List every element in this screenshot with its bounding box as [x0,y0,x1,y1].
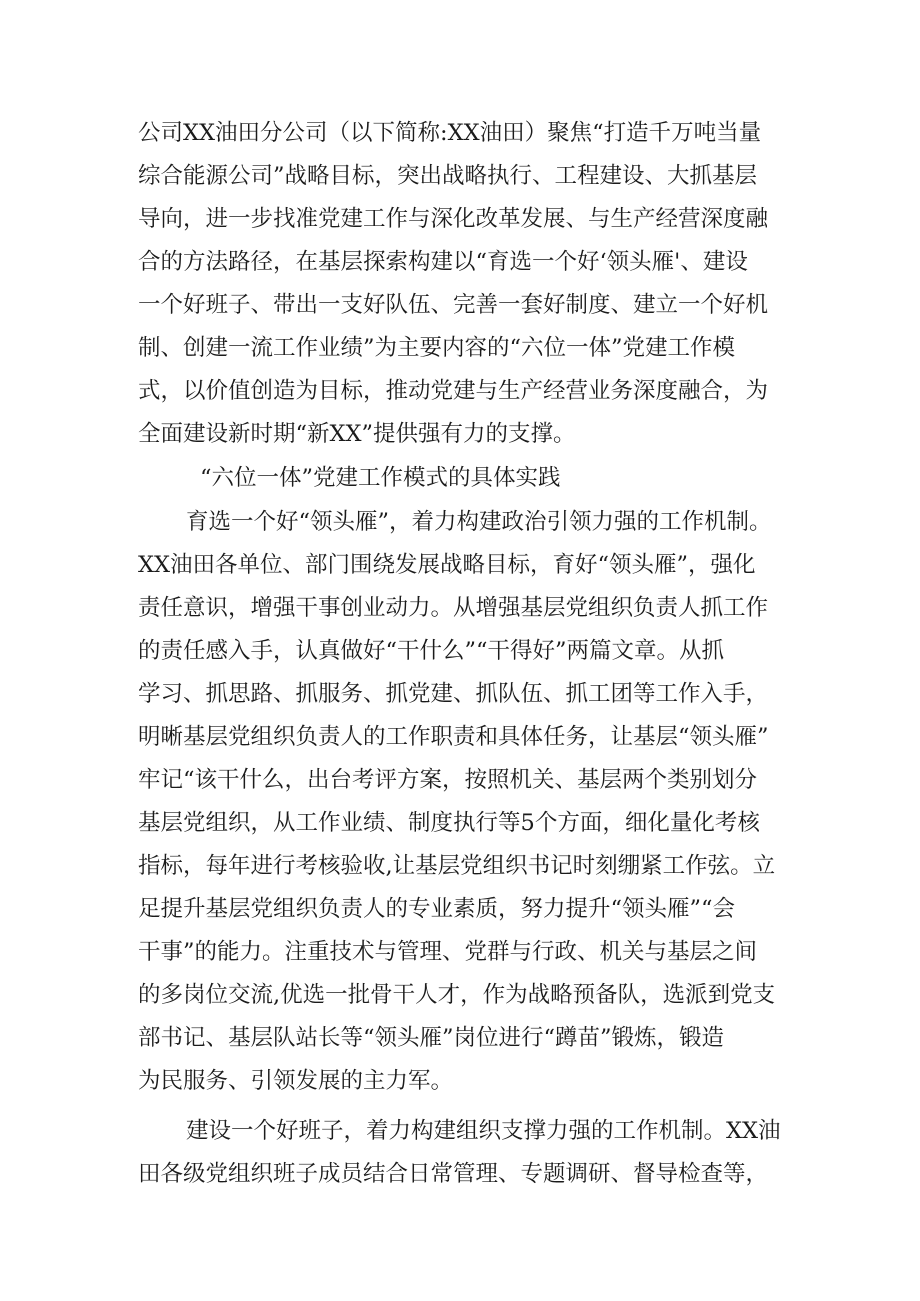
paragraph-line: 一个好班子、带出一支好队伍、完善一套好制度、建立一个好机 [138,292,769,318]
paragraph-line: 的责任感入手，认真做好“干什么”“干得好”两篇文章。从抓 [138,638,725,664]
paragraph-line: 牢记“该干什么，出台考评方案，按照机关、基层两个类别划分 [138,767,758,793]
paragraph-line: 田各级党组织班子成员结合日常管理、专题调研、督导检查等， [138,1161,769,1187]
paragraph-line: 合的方法路径，在基层探索构建以“育选一个好‘领头雁'、建设 [138,249,748,275]
paragraph-line: 部书记、基层队站长等“领头雁”岗位进行“蹲苗”锻炼，锻造 [138,1025,725,1051]
paragraph-line: 为民服务、引领发展的主力军。 [138,1068,454,1094]
paragraph-line: 导向，进一步找准党建工作与深化改革发展、与生产经营深度融 [138,206,769,232]
paragraph-line: 干事”的能力。注重技术与管理、党群与行政、机关与基层之间 [138,939,758,965]
paragraph-line: 综合能源公司”战略目标，突出战略执行、工程建设、大抓基层 [138,163,758,189]
paragraph-line: 足提升基层党组织负责人的专业素质，努力提升“领头雁”“会 [138,896,736,922]
section-heading: “六位一体”党建工作模式的具体实践 [200,465,561,491]
paragraph-line: 学习、抓思路、抓服务、抓党建、抓队伍、抓工团等工作入手， [138,681,769,707]
paragraph-line: XX油田各单位、部门围绕发展战略目标，育好“领头雁”，强化 [138,552,756,578]
paragraph-line: 指标，每年进行考核验收,让基层党组织书记时刻绷紧工作弦。立 [138,853,776,879]
paragraph-line: 基层党组织，从工作业绩、制度执行等5个方面，细化量化考核 [138,810,760,836]
paragraph-line: 式，以价值创造为目标，推动党建与生产经营业务深度融合，为 [138,378,769,404]
paragraph-line: 建设一个好班子，着力构建组织支撑力强的工作机制。XX油 [186,1118,781,1144]
paragraph-line: 责任意识，增强干事创业动力。从增强基层党组织负责人抓工作 [138,595,769,621]
paragraph-line: 全面建设新时期“新XX”提供强有力的支撑。 [138,421,576,447]
paragraph-line: 的多岗位交流,优选一批骨干人才，作为战略预备队，选派到党支 [138,982,776,1008]
paragraph-line: 制、创建一流工作业绩”为主要内容的“六位一体”党建工作模 [138,335,736,361]
paragraph-line: 育选一个好“领头雁”，着力构建政治引领力强的工作机制。 [186,509,772,535]
paragraph-line: 公司XX油田分公司（以下简称:XX油田）聚焦“打造千万吨当量 [138,120,762,146]
paragraph-line: 明晰基层党组织负责人的工作职责和具体任务，让基层“领头雁” [138,724,769,750]
